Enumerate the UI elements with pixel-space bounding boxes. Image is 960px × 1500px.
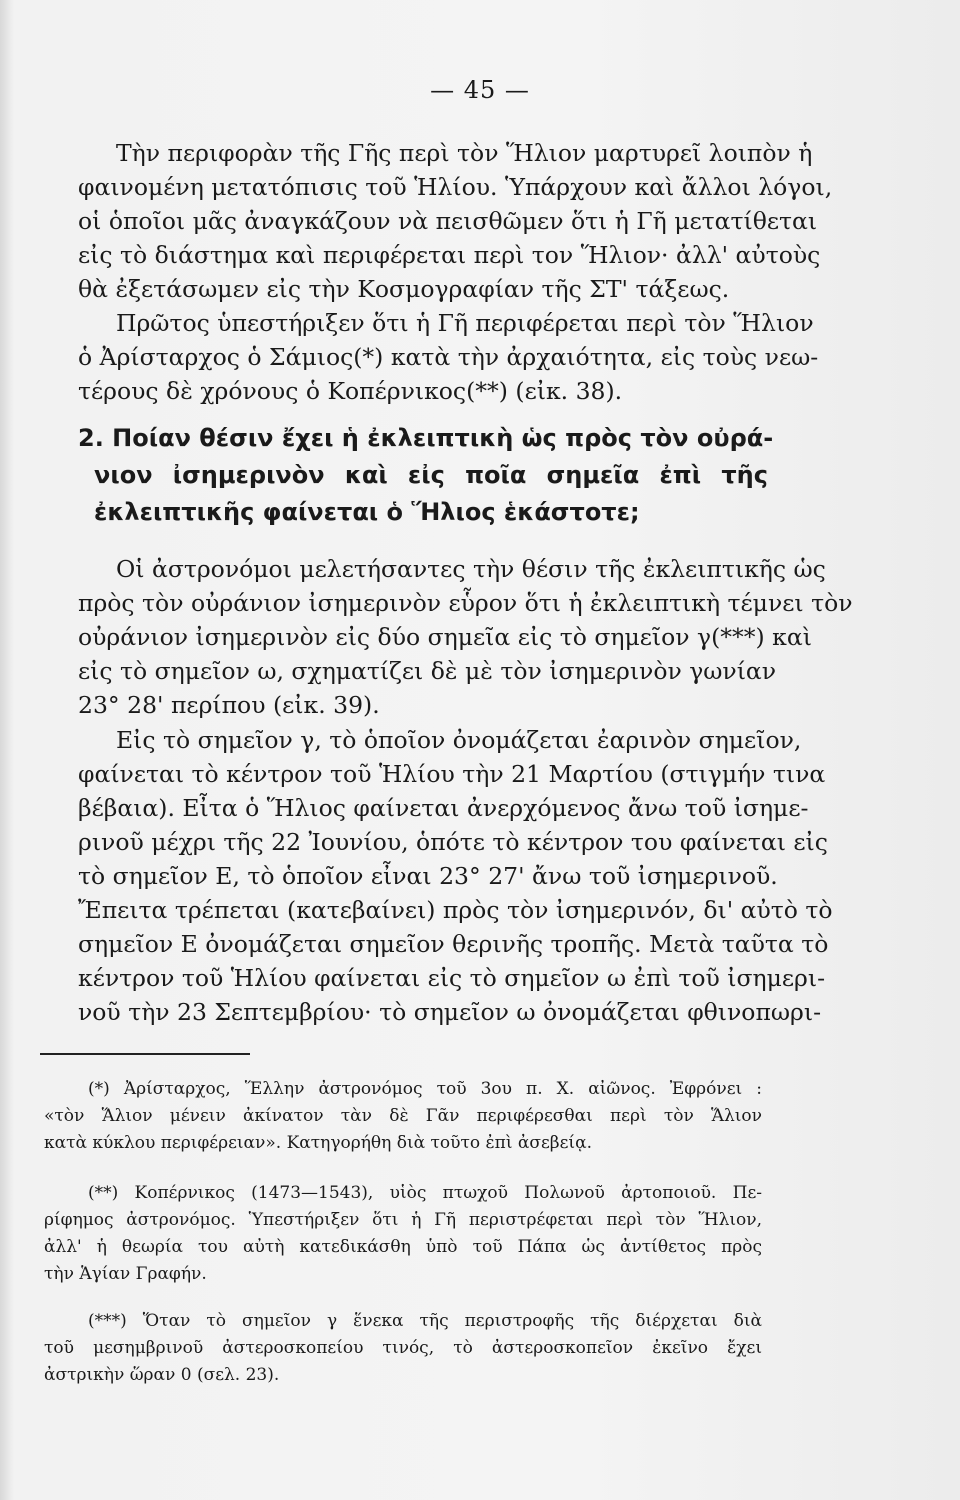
heading-line: νιον ἰσημερινὸν καὶ εἰς ποῖα σημεῖα ἐπὶ τῆς (94, 461, 768, 489)
footnote-line: (***) Ὅταν τὸ σημεῖον γ ἕνεκα τῆς περιστροφῆς τῆς διέρχεται διὰ (88, 1311, 762, 1331)
footnote-divider (40, 1053, 250, 1055)
text-line: θὰ ἐξετάσωμεν εἰς τὴν Κοσμογραφίαν τῆς ΣΤ' τάξεως. (78, 275, 730, 303)
footnote-copernicus (44, 1180, 762, 1288)
text-line: εἰς τὸ διάστημα καὶ περιφέρεται περὶ τον Ἥλιον· ἀλλ' αὐτοὺς (78, 241, 821, 269)
text-line: Πρῶτος ὑπεστήριξεν ὅτι ἡ Γῆ περιφέρεται περὶ τὸν Ἥλιον (116, 309, 814, 337)
text-line: φαινομένη μετατόπισις τοῦ Ἡλίου. Ὑπάρχουν καὶ ἄλλοι λόγοι, (78, 173, 833, 201)
heading-line: ἐκλειπτικῆς φαίνεται ὁ Ἥλιος ἑκάστοτε; (94, 498, 640, 526)
footnote-line: (**) Κοπέρνικος (1473—1543), υἱὸς πτωχοῦ Πολωνοῦ ἀρτοποιοῦ. Πε- (88, 1183, 762, 1203)
text-line: τὸ σημεῖον Ε, τὸ ὁποῖον εἶναι 23° 27' ἄνω τοῦ ἰσημερινοῦ. (78, 862, 778, 890)
text-line: Ἔπειτα τρέπεται (κατεβαίνει) πρὸς τὸν ἰσημερινόν, δι' αὐτὸ τὸ (78, 896, 833, 924)
heading-line: 2. Ποίαν θέσιν ἔχει ἡ ἐκλειπτικὴ ὡς πρὸς τὸν οὐρά- (78, 424, 774, 452)
text-line: ὁ Ἀρίσταρχος ὁ Σάμιος(*) κατὰ τὴν ἀρχαιότητα, εἰς τοὺς νεω- (78, 343, 819, 371)
footnote-sidereal-time (44, 1308, 762, 1389)
text-line: Εἰς τὸ σημεῖον γ, τὸ ὁποῖον ὀνομάζεται ἐαρινὸν σημεῖον, (116, 726, 802, 754)
footnote-aristarchus (44, 1076, 762, 1157)
text-line: Τὴν περιφορὰν τῆς Γῆς περὶ τὸν Ἥλιον μαρτυρεῖ λοιπὸν ἡ (116, 139, 813, 167)
text-line: 23° 28' περίπου (εἰκ. 39). (78, 691, 380, 719)
page-number: — 45 — (430, 76, 530, 104)
footnote-line: ἀστρικὴν ὥραν 0 (σελ. 23). (44, 1365, 280, 1385)
footnote-line: «τὸν Ἅλιον μένειν ἀκίνατον τὰν δὲ Γᾶν περιφέρεσθαι περὶ τὸν Ἅλιον (44, 1106, 762, 1126)
text-line: οὐράνιον ἰσημερινὸν εἰς δύο σημεῖα εἰς τὸ σημεῖον γ(***) καὶ (78, 623, 812, 651)
text-line: οἱ ὁποῖοι μᾶς ἀναγκάζουν νὰ πεισθῶμεν ὅτι ἡ Γῆ μετατίθεται (78, 207, 818, 235)
paragraph-intro (78, 136, 833, 306)
paragraph-aristarchus (78, 306, 819, 408)
text-line: φαίνεται τὸ κέντρον τοῦ Ἡλίου τὴν 21 Μαρτίου (στιγμήν τινα (78, 760, 826, 788)
footnote-line: κατὰ κύκλου περιφέρειαν». Κατηγορήθη διὰ τοῦτο ἐπὶ ἀσεβείᾳ. (44, 1133, 592, 1153)
text-line: εἰς τὸ σημεῖον ω, σχηματίζει δὲ μὲ τὸν ἰσημερινὸν γωνίαν (78, 657, 777, 685)
paragraph-equinox (78, 723, 833, 1029)
text-line: Οἱ ἀστρονόμοι μελετήσαντες τὴν θέσιν τῆς ἐκλειπτικῆς ὡς (116, 555, 826, 583)
footnote-line: τοῦ μεσημβρινοῦ ἀστεροσκοπείου τινός, τὸ ἀστεροσκοπεῖον ἐκεῖνο ἔχει (44, 1338, 762, 1358)
footnote-line: ἀλλ' ἡ θεωρία του αὐτὴ κατεδικάσθη ὑπὸ τοῦ Πάπα ὡς ἀντίθετος πρὸς (44, 1237, 762, 1257)
text-line: σημεῖον Ε ὀνομάζεται σημεῖον θερινῆς τροπῆς. Μετὰ ταῦτα τὸ (78, 930, 829, 958)
text-line: ρινοῦ μέχρι τῆς 22 Ἰουνίου, ὁπότε τὸ κέντρον του φαίνεται εἰς (78, 828, 828, 856)
text-line: πρὸς τὸν οὐράνιον ἰσημερινὸν εὗρον ὅτι ἡ ἐκλειπτικὴ τέμνει τὸν (78, 589, 853, 617)
section-heading (78, 420, 774, 531)
footnote-line: (*) Ἀρίσταρχος, Ἕλλην ἀστρονόμος τοῦ 3ου π. Χ. αἰῶνος. Ἐφρόνει : (88, 1079, 762, 1099)
text-line: βέβαια). Εἶτα ὁ Ἥλιος φαίνεται ἀνερχόμενος ἄνω τοῦ ἰσημε- (78, 794, 809, 822)
text-line: νοῦ τὴν 23 Σεπτεμβρίου· τὸ σημεῖον ω ὀνομάζεται φθινοπωρι- (78, 998, 822, 1026)
footnote-line: ρίφημος ἀστρονόμος. Ὑπεστήριξεν ὅτι ἡ Γῆ περιστρέφεται περὶ τὸν Ἥλιον, (44, 1210, 762, 1230)
text-line: τέρους δὲ χρόνους ὁ Κοπέρνικος(**) (εἰκ. 38). (78, 377, 623, 405)
footnote-line: τὴν Ἁγίαν Γραφήν. (44, 1264, 207, 1284)
paragraph-astronomers (78, 552, 853, 722)
text-line: κέντρον τοῦ Ἡλίου φαίνεται εἰς τὸ σημεῖον ω ἐπὶ τοῦ ἰσημερι- (78, 964, 826, 992)
